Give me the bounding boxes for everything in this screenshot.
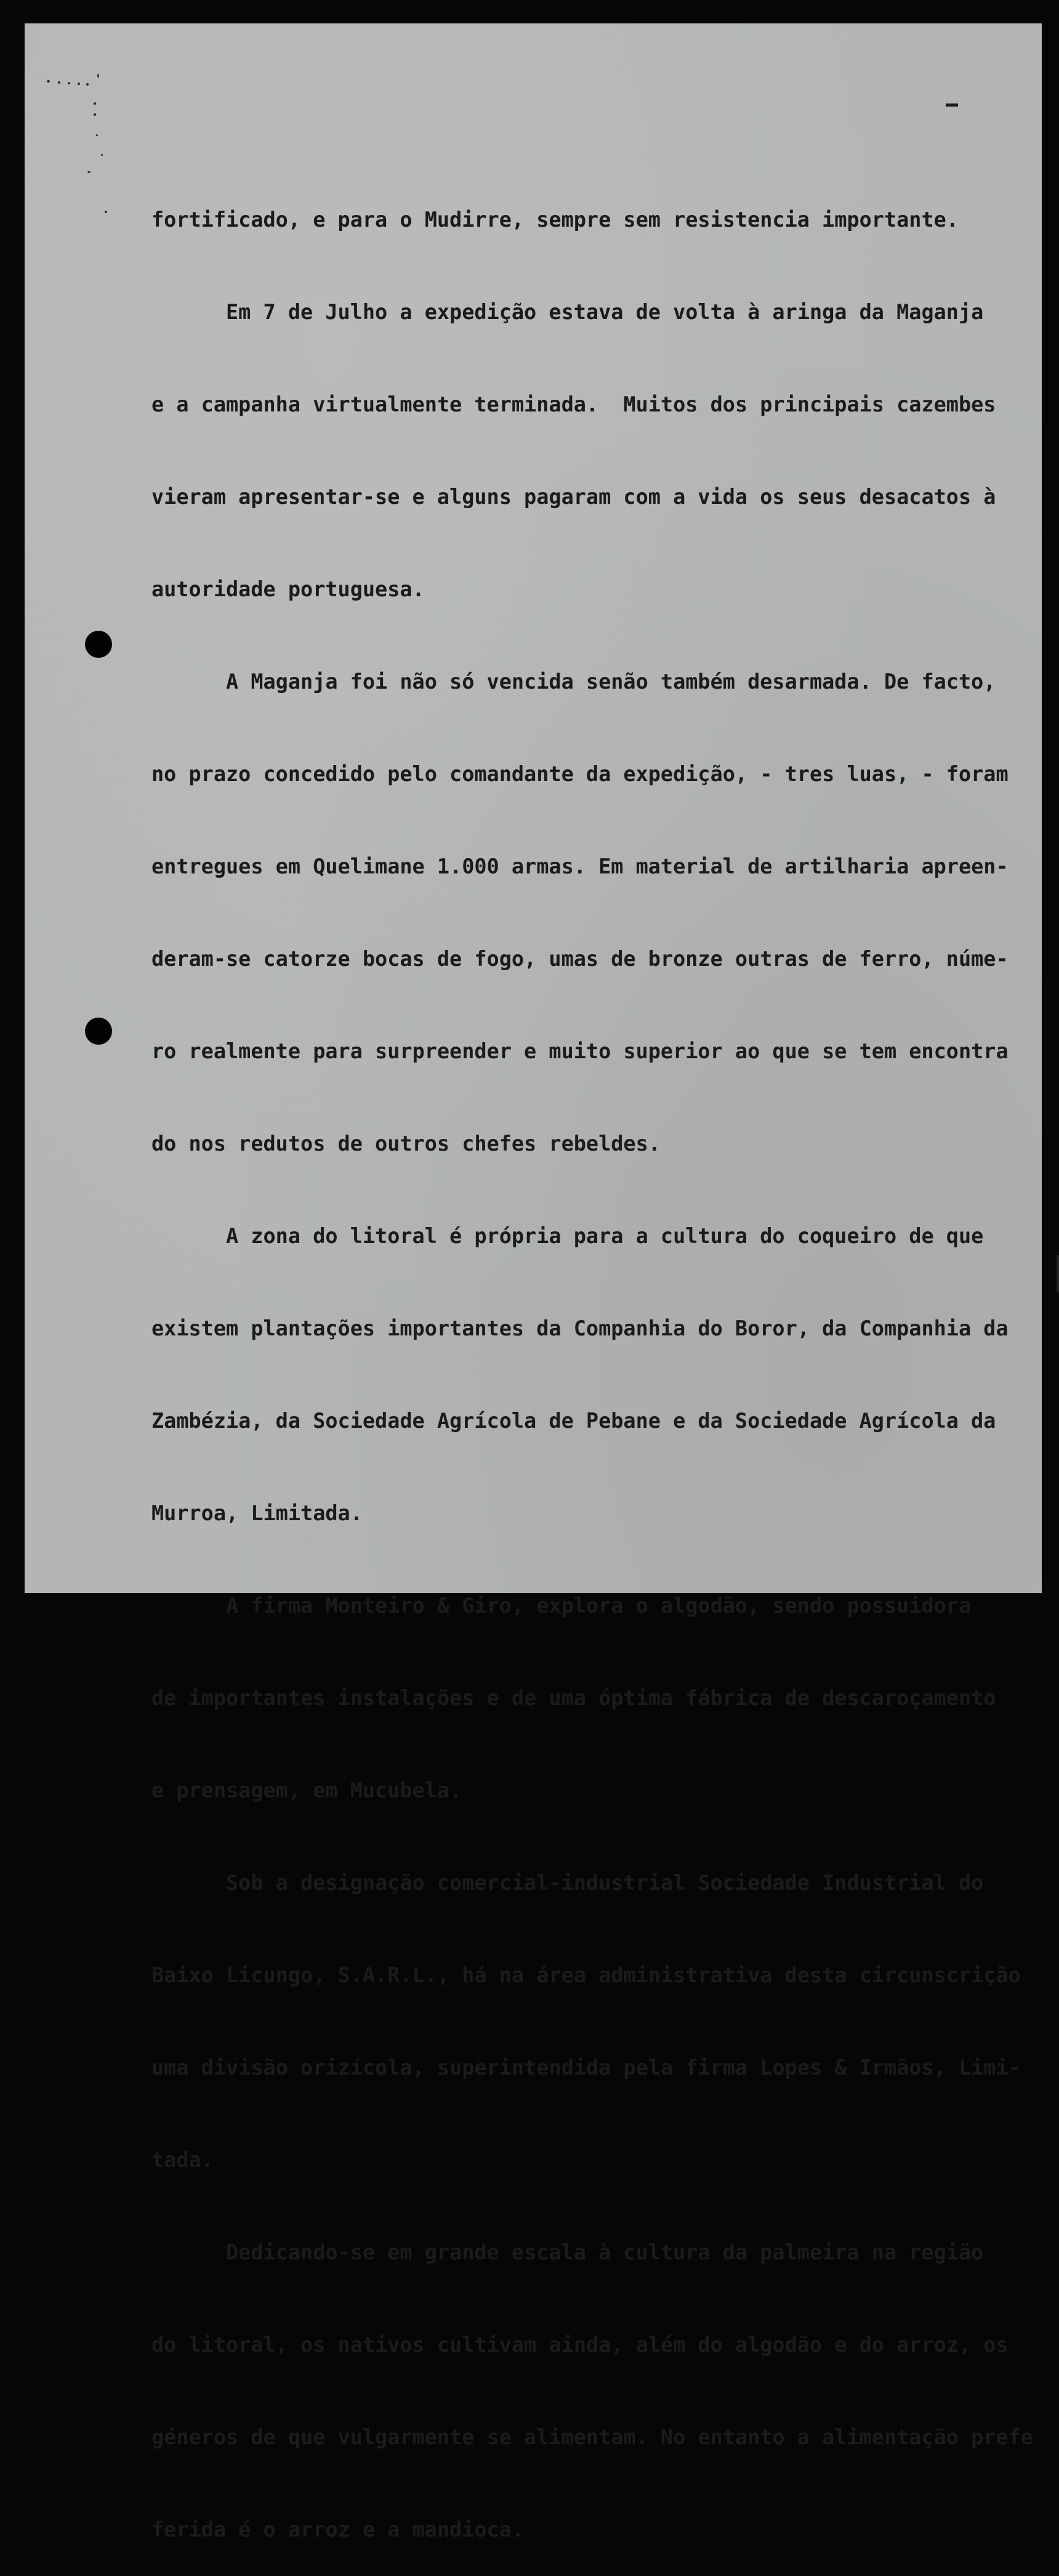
text-line: ferida é o arroz e a mandioca. bbox=[151, 2517, 525, 2542]
text-line: existem plantações importantes da Companhia do Boror, da Companhia da bbox=[151, 1316, 1009, 1340]
text-line: A firma Monteiro & Giro, explora o algodão, sendo possuidora bbox=[151, 1594, 972, 1618]
text-line: autoridade portuguesa. bbox=[151, 577, 425, 601]
text-line: do nos redutos de outros chefes rebeldes. bbox=[151, 1132, 661, 1156]
text-line: A zona do litoral é própria para a cultura do coqueiro de que bbox=[151, 1224, 984, 1248]
text-line: deram-se catorze bocas de fogo, umas de bronze outras de ferro, núme- bbox=[151, 947, 1009, 971]
text-line: Dedicando-se em grande escala à cultura da palmeira na região bbox=[151, 2240, 984, 2264]
text-line: Baixo Licungo, S.A.R.L., há na área administrativa desta circunscrição bbox=[151, 1963, 1021, 1987]
text-line: no prazo concedido pelo comandante da expedição, - tres luas, - foram bbox=[151, 762, 1009, 786]
punch-hole-upper bbox=[85, 631, 112, 658]
text-line: de importantes instalações e de uma óptima fábrica de descaroçamento bbox=[151, 1686, 996, 1710]
text-line: Sob a designação comercial-industrial Sociedade Industrial do bbox=[151, 1871, 984, 1895]
text-line: fortificado, e para o Mudirre, sempre sem resistencia importante. bbox=[151, 208, 959, 232]
text-line: Em 7 de Julho a expedição estava de volta à aringa da Maganja bbox=[151, 300, 984, 324]
page-number-dash bbox=[946, 103, 958, 107]
text-line: ro realmente para surpreender e muito superior ao que se tem encontra bbox=[151, 1039, 1009, 1063]
text-line: e a campanha virtualmente terminada. Muitos dos principais cazembes bbox=[151, 392, 996, 416]
text-line: uma divisão orizícola, superintendida pela firma Lopes & Irmãos, Limi- bbox=[151, 2056, 1021, 2080]
text-line: tada. bbox=[151, 2148, 214, 2172]
punch-hole-lower bbox=[85, 1018, 112, 1045]
text-line: e prensagem, em Mucubela. bbox=[151, 1778, 462, 1802]
text-line: géneros de que vulgarmente se alimentam. No entanto a alimentação prefe bbox=[151, 2425, 1033, 2449]
text-line: do litoral, os nativos cultivam ainda, além do algodão e do arroz, os bbox=[151, 2333, 1009, 2357]
text-line: A Maganja foi não só vencida senão também desarmada. De facto, bbox=[151, 670, 996, 694]
text-line: Zambézia, da Sociedade Agrícola de Pebane e da Sociedade Agrícola da bbox=[151, 1409, 996, 1433]
text-line: Murroa, Limitada. bbox=[151, 1501, 363, 1525]
text-line: entregues em Quelimane 1.000 armas. Em material de artilharia apreen- bbox=[151, 854, 1009, 878]
page-edge-mark bbox=[1057, 1255, 1059, 1292]
typewritten-body bbox=[151, 143, 1038, 2576]
paper-specks bbox=[47, 80, 145, 265]
text-line: vieram apresentar-se e alguns pagaram com a vida os seus desacatos à bbox=[151, 485, 996, 509]
